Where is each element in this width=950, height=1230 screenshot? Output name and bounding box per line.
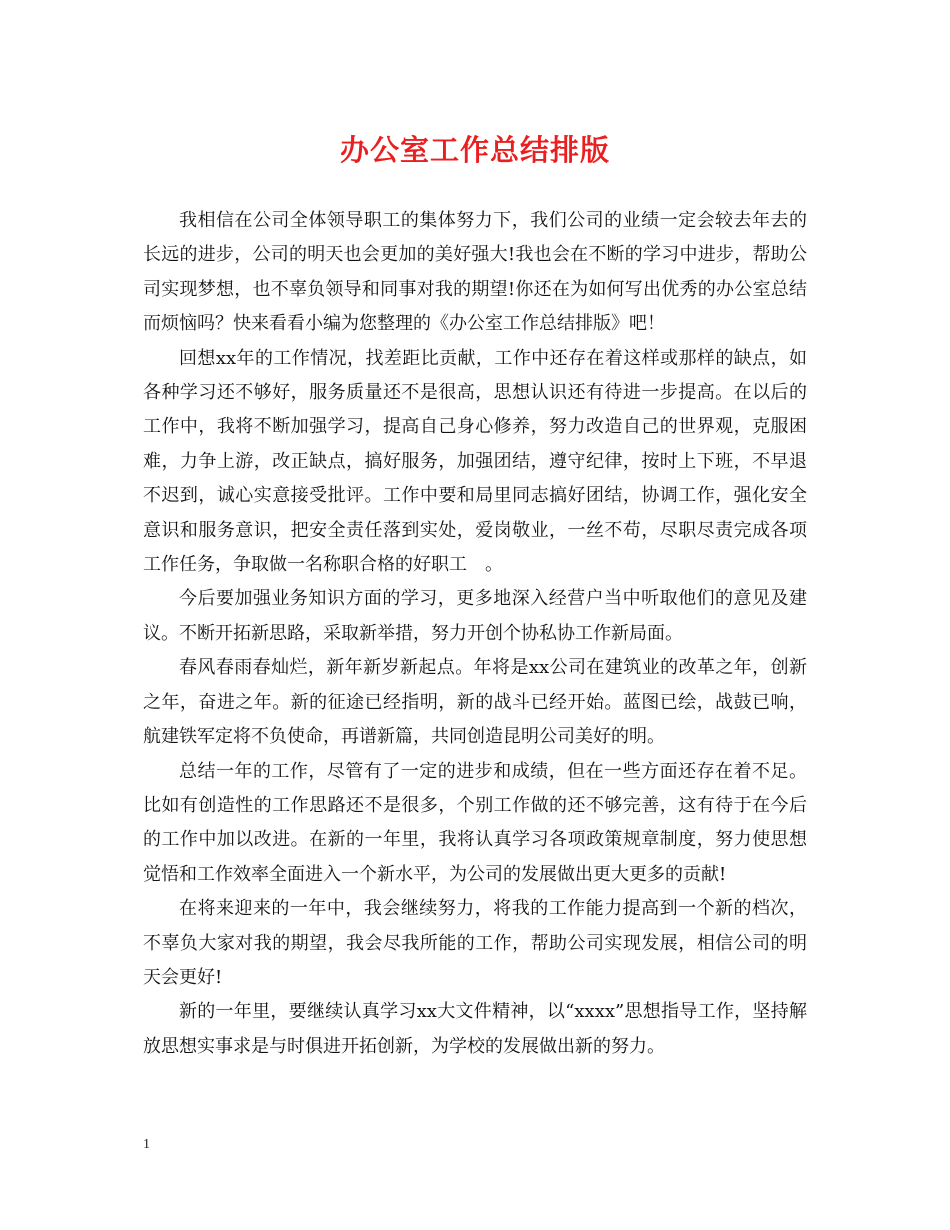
paragraph-5: 总结一年的工作，尽管有了一定的进步和成绩，但在一些方面还存在着不足。比如有创造性的工作思路还不是很多，个别工作做的还不够完善，这有待于在今后的工作中加以改进。在新的一年里，我将认真学习各项政策规章制度，努力使思想觉悟和工作效率全面进入一个新水平，为公司的发展做出更大更多的贡献! <box>143 760 807 885</box>
paragraph-1: 我相信在公司全体领导职工的集体努力下，我们公司的业绩一定会较去年去的长远的进步，公司的明天也会更加的美好强大!我也会在不断的学习中进步，帮助公司实现梦想，也不辜负领导和同事对我的期望!你还在为如何写出优秀的办公室总结而烦恼吗？快来看看小编为您整理的《办公室工作总结排版》吧！ <box>143 210 807 335</box>
paragraph-4: 春风春雨春灿烂，新年新岁新起点。年将是xx公司在建筑业的改革之年，创新之年，奋进之年。新的征途已经指明，新的战斗已经开始。蓝图已绘，战鼓已响，航建铁军定将不负使命，再谱新篇，共同创造昆明公司美好的明。 <box>143 657 807 748</box>
paragraph-2: 回想xx年的工作情况，找差距比贡献，工作中还存在着这样或那样的缺点，如各种学习还不够好，服务质量还不是很高，思想认识还有待进一步提高。在以后的工作中，我将不断加强学习，提高自己身心修养，努力改造自己的世界观，克服困难，力争上游，改正缺点，搞好服务，加强团结，遵守纪律，按时上下班，不早退不迟到，诚心实意接受批评。工作中要和局里同志搞好团结，协调工作，强化安全意识和服务意识，把安全责任落到实处，爱岗敬业，一丝不苟，尽职尽责完成各项工作任务，争取做一名称职合格的好职工 。 <box>143 347 807 576</box>
document-body <box>143 204 807 1064</box>
paragraph-3: 今后要加强业务知识方面的学习，更多地深入经营户当中听取他们的意见及建议。不断开拓新思路，采取新举措，努力开创个协私协工作新局面。 <box>143 588 807 644</box>
paragraph-7: 新的一年里，要继续认真学习xx大文件精神，以“xxxx”思想指导工作，坚持解放思想实事求是与时俱进开拓创新，为学校的发展做出新的努力。 <box>143 1001 807 1057</box>
page-number: 1 <box>143 1137 150 1152</box>
document-title: 办公室工作总结排版 <box>339 133 610 167</box>
paragraph-6: 在将来迎来的一年中，我会继续努力，将我的工作能力提高到一个新的档次，不辜负大家对我的期望，我会尽我所能的工作，帮助公司实现发展，相信公司的明天会更好! <box>143 898 807 988</box>
